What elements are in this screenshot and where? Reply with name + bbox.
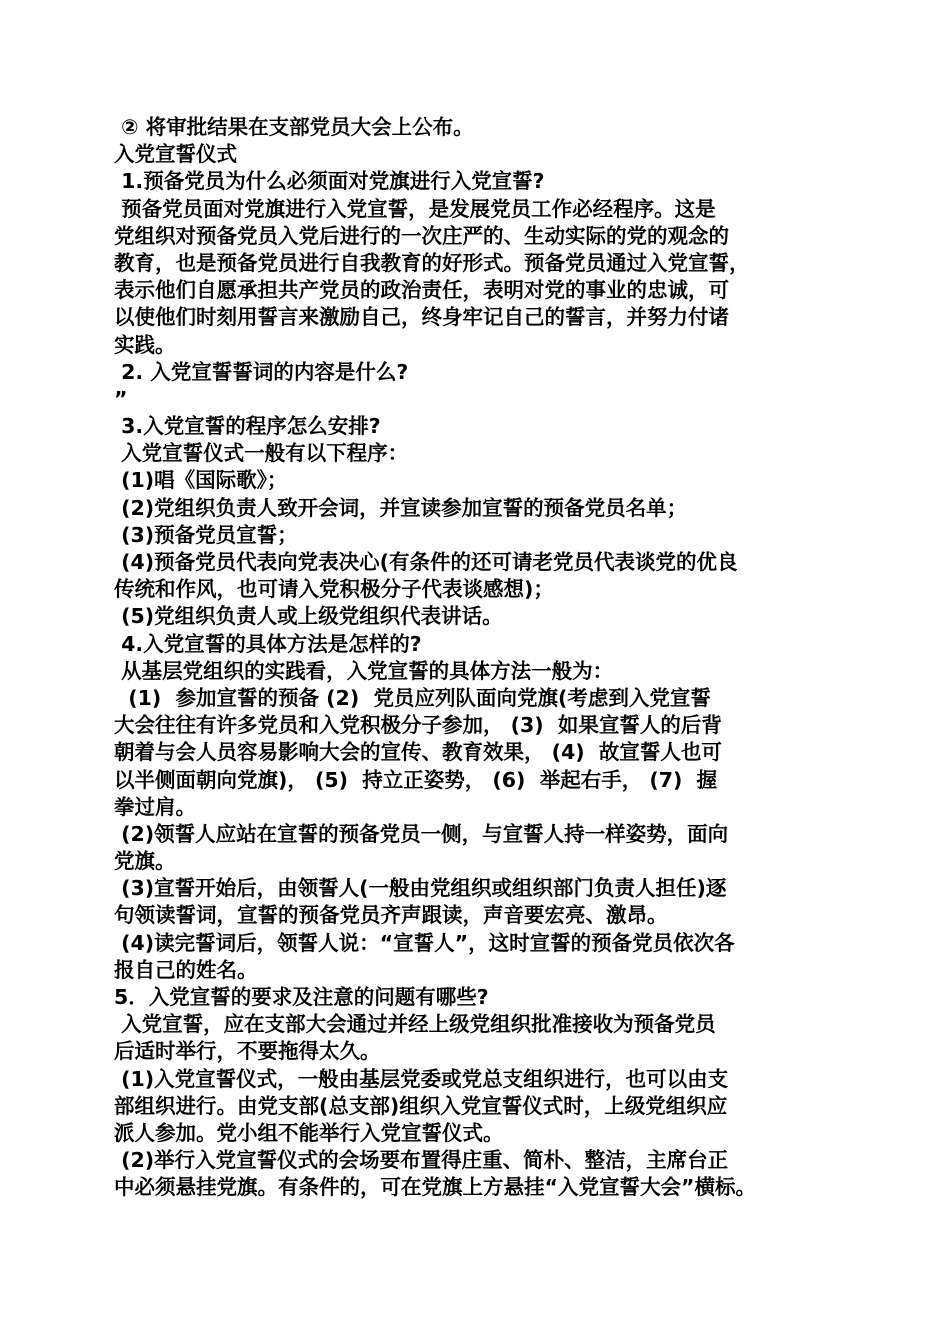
text-line: 拳过肩。 <box>114 794 196 819</box>
text-line: ② 将审批结果在支部党员大会上公布。 <box>114 115 474 139</box>
text-line: 朝着与会人员容易影响大会的宣传、教育效果， (4) 故宣誓人也可 <box>114 740 722 765</box>
list-item: (1)唱《国际歌》； <box>114 468 288 493</box>
list-item: (5)党组织负责人或上级党组织代表讲话。 <box>114 604 503 629</box>
text-line: 后适时举行，不要拖得太久。 <box>114 1039 381 1064</box>
text-line: 表示他们自愿承担共产党员的政治责任，表明对党的事业的忠诚，可 <box>114 278 729 303</box>
question-heading: 4.入党宣誓的具体方法是怎样的? <box>114 631 422 656</box>
list-item: (2)领誓人应站在宣誓的预备党员一侧，与宣誓人持一样姿势，面向 <box>114 821 729 846</box>
text-line: 党旗。 <box>114 849 176 874</box>
text-line: 教育，也是预备党员进行自我教育的好形式。预备党员通过入党宣誓， <box>114 250 750 275</box>
document-body <box>114 114 838 1202</box>
text-line: 中必须悬挂党旗。有条件的，可在党旗上方悬挂“入党宣誓大会”横标。 <box>114 1175 756 1200</box>
question-heading: 2. 入党宣誓誓词的内容是什么? <box>114 359 409 384</box>
text-line: 入党宣誓仪式一般有以下程序： <box>114 441 409 466</box>
list-item: (3)预备党员宣誓； <box>114 522 298 547</box>
text-line: 传统和作风，也可请入党积极分子代表谈感想)； <box>114 577 554 602</box>
question-heading: 3.入党宣誓的程序怎么安排? <box>114 414 381 439</box>
text-line: 句领读誓词，宣誓的预备党员齐声跟读，声音要宏亮、激昂。 <box>114 903 668 928</box>
text-line: 实践。 <box>114 332 176 357</box>
list-item: (2)举行入党宣誓仪式的会场要布置得庄重、简朴、整洁，主席台正 <box>114 1148 729 1173</box>
question-heading: 5．入党宣誓的要求及注意的问题有哪些? <box>114 985 489 1009</box>
list-item: (1)入党宣誓仪式，一般由基层党委或党总支组织进行，也可以由支 <box>114 1066 729 1091</box>
text-line: 报自己的姓名。 <box>114 957 258 982</box>
text-line: 以半侧面朝向党旗)， (5) 持立正姿势， (6) 举起右手， (7) 握 <box>114 767 718 792</box>
list-item: (3)宣誓开始后，由领誓人(一般由党组织或组织部门负责人担任)逐 <box>114 876 727 901</box>
text-line: ” <box>114 386 128 411</box>
section-heading: 入党宣誓仪式 <box>114 142 237 167</box>
text-line: 从基层党组织的实践看，入党宣誓的具体方法一般为： <box>114 658 614 683</box>
text-line: (1) 参加宣誓的预备 (2) 党员应列队面向党旗(考虑到入党宣誓 <box>114 685 711 710</box>
question-heading: 1.预备党员为什么必须面对党旗进行入党宣誓? <box>114 169 545 194</box>
text-line: 入党宣誓，应在支部大会通过并经上级党组织批准接收为预备党员 <box>114 1012 716 1037</box>
list-item: (2)党组织负责人致开会词，并宣读参加宣誓的预备党员名单； <box>114 495 688 520</box>
text-line: 党组织对预备党员入党后进行的一次庄严的、生动实际的党的观念的 <box>114 223 729 248</box>
text-line: 预备党员面对党旗进行入党宣誓，是发展党员工作必经程序。这是 <box>114 196 716 221</box>
text-line: 派人参加。党小组不能举行入党宣誓仪式。 <box>114 1120 504 1145</box>
text-line: 部组织进行。由党支部(总支部)组织入党宣誓仪式时，上级党组织应 <box>114 1093 728 1118</box>
list-item: (4)读完誓词后，领誓人说：“宣誓人”，这时宣誓的预备党员依次各 <box>114 930 735 955</box>
list-item: (4)预备党员代表向党表决心(有条件的还可请老党员代表谈党的优良 <box>114 550 738 574</box>
text-line: 大会往往有许多党员和入党积极分子参加， (3) 如果宣誓人的后背 <box>114 713 722 738</box>
text-line: 以使他们时刻用誓言来激励自己，终身牢记自己的誓言，并努力付诸 <box>114 305 729 330</box>
